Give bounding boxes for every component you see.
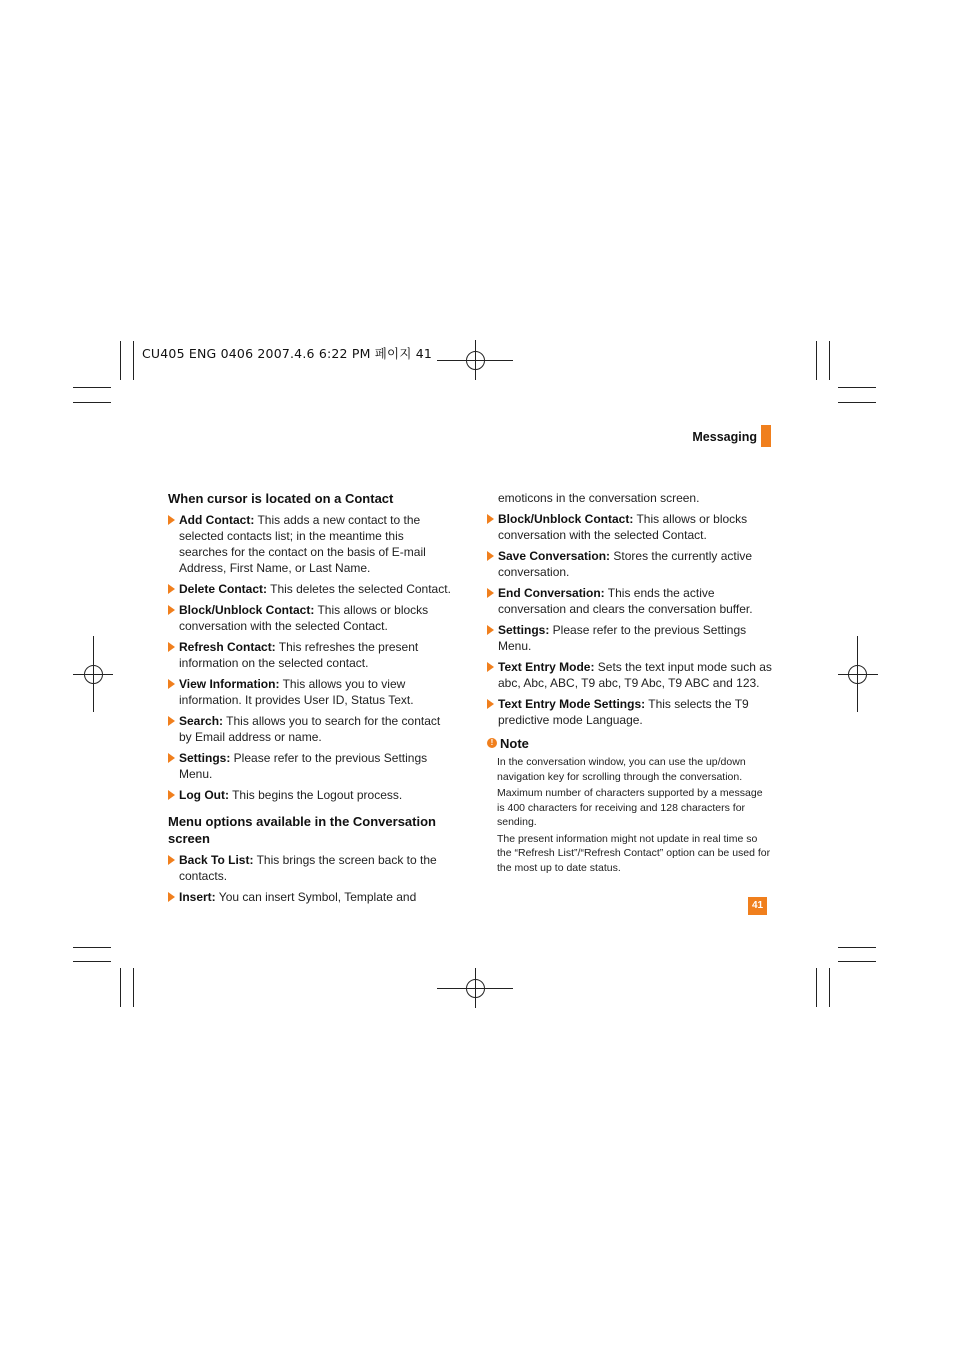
list-item bbox=[487, 659, 772, 691]
arrow-icon bbox=[168, 753, 175, 763]
arrow-icon bbox=[487, 551, 494, 561]
note-title: Note bbox=[500, 736, 529, 751]
item-term: Refresh Contact: bbox=[179, 640, 276, 654]
item-desc: Stores the currently active conversation. bbox=[498, 549, 753, 579]
arrow-icon bbox=[487, 588, 494, 598]
arrow-icon bbox=[487, 699, 494, 709]
section-tab-marker bbox=[761, 425, 771, 447]
item-desc: This ends the active conversation and clears the conversation buffer. bbox=[498, 586, 753, 616]
list-item bbox=[168, 787, 453, 803]
arrow-icon bbox=[168, 642, 175, 652]
item-term: Insert: bbox=[179, 890, 216, 904]
item-term: Log Out: bbox=[179, 788, 229, 802]
crop-mark bbox=[133, 968, 134, 1007]
item-desc: This refreshes the present information on the selected contact. bbox=[179, 640, 419, 670]
item-term: Save Conversation: bbox=[498, 549, 611, 563]
print-slug: CU405 ENG 0406 2007.4.6 6:22 PM 페이지 41 bbox=[142, 346, 433, 361]
list-item bbox=[168, 713, 453, 745]
arrow-icon bbox=[168, 584, 175, 594]
item-desc: This begins the Logout process. bbox=[228, 788, 403, 802]
item-term: Block/Unblock Contact: bbox=[498, 512, 634, 526]
list-item bbox=[487, 622, 772, 654]
item-desc: This allows or blocks conversation with the selected Contact. bbox=[498, 512, 748, 542]
list-item bbox=[168, 602, 453, 634]
arrow-icon bbox=[168, 679, 175, 689]
crosshair-circle bbox=[84, 665, 103, 684]
list-item bbox=[487, 511, 772, 543]
crop-mark bbox=[133, 341, 134, 380]
crop-mark bbox=[816, 968, 817, 1007]
right-column bbox=[487, 490, 772, 877]
crosshair-circle bbox=[466, 351, 485, 370]
crop-mark bbox=[73, 402, 111, 403]
item-desc: Please refer to the previous Settings Menu. bbox=[179, 751, 428, 781]
item-desc: You can insert Symbol, Template and bbox=[215, 890, 417, 904]
heading-conversation-menu: Menu options available in the Conversation screen bbox=[168, 814, 436, 846]
item-term: Settings: bbox=[498, 623, 550, 637]
note-paragraph: In the conversation window, you can use the up/down navigation key for scrolling through the conversation. bbox=[497, 756, 746, 783]
crop-mark bbox=[838, 947, 876, 948]
item-desc: This deletes the selected Contact. bbox=[267, 582, 451, 596]
item-term: Add Contact: bbox=[179, 513, 255, 527]
crop-mark bbox=[73, 961, 111, 962]
left-column bbox=[168, 490, 453, 910]
item-desc: Sets the text input mode such as abc, Abc, ABC, T9 abc, T9 Abc, T9 ABC and 123. bbox=[498, 660, 772, 690]
arrow-icon bbox=[168, 855, 175, 865]
crop-mark bbox=[838, 402, 876, 403]
item-term: Text Entry Mode Settings: bbox=[498, 697, 646, 711]
item-desc: This adds a new contact to the selected contacts list; in the meantime this searches for the contact on the basis of E-mail Address, First Name, or Last Name. bbox=[179, 513, 426, 575]
arrow-icon bbox=[487, 625, 494, 635]
crop-mark bbox=[120, 968, 121, 1007]
arrow-icon bbox=[168, 716, 175, 726]
arrow-icon bbox=[168, 790, 175, 800]
section-title: Messaging bbox=[692, 430, 757, 444]
item-desc: This brings the screen back to the contacts. bbox=[179, 853, 437, 883]
arrow-icon bbox=[168, 605, 175, 615]
item-term: Text Entry Mode: bbox=[498, 660, 595, 674]
item-term: View Information: bbox=[179, 677, 280, 691]
list-item bbox=[168, 889, 453, 905]
item-term: Block/Unblock Contact: bbox=[179, 603, 315, 617]
list-item bbox=[487, 548, 772, 580]
crop-mark bbox=[829, 341, 830, 380]
item-desc: This allows or blocks conversation with the selected Contact. bbox=[179, 603, 429, 633]
list-item bbox=[168, 676, 453, 708]
list-item bbox=[168, 639, 453, 671]
list-item bbox=[168, 581, 453, 597]
item-term: Settings: bbox=[179, 751, 231, 765]
crop-mark bbox=[73, 947, 111, 948]
crop-mark bbox=[120, 341, 121, 380]
item-desc: This selects the T9 predictive mode Language. bbox=[498, 697, 749, 727]
crop-mark bbox=[829, 968, 830, 1007]
note-paragraph: Maximum number of characters supported by a message is 400 characters for receiving and 128 characters for sending. bbox=[497, 787, 763, 828]
item-term: Back To List: bbox=[179, 853, 254, 867]
note-paragraph: The present information might not update in real time so the “Refresh List”/“Refresh Contact” option can be used for the most up to date status. bbox=[497, 832, 771, 874]
crop-mark bbox=[838, 387, 876, 388]
crop-mark bbox=[816, 341, 817, 380]
item-term: Delete Contact: bbox=[179, 582, 268, 596]
note-heading bbox=[487, 736, 772, 752]
exclamation-icon: ! bbox=[487, 738, 497, 748]
item-term: Search: bbox=[179, 714, 224, 728]
arrow-icon bbox=[168, 515, 175, 525]
item-term: End Conversation: bbox=[498, 586, 605, 600]
list-item bbox=[487, 696, 772, 728]
item-desc: This allows you to view information. It provides User ID, Status Text. bbox=[179, 677, 414, 707]
page-number: 41 bbox=[748, 897, 767, 915]
arrow-icon bbox=[168, 892, 175, 902]
item-desc: This allows you to search for the contact by Email address or name. bbox=[179, 714, 441, 744]
continued-text: emoticons in the conversation screen. bbox=[498, 491, 700, 505]
arrow-icon bbox=[487, 514, 494, 524]
list-item bbox=[168, 512, 453, 576]
crop-mark bbox=[838, 961, 876, 962]
list-item bbox=[168, 852, 453, 884]
item-desc: Please refer to the previous Settings Menu. bbox=[498, 623, 747, 653]
list-item bbox=[487, 585, 772, 617]
heading-contact-cursor: When cursor is located on a Contact bbox=[168, 491, 394, 506]
crop-mark bbox=[73, 387, 111, 388]
crosshair-circle bbox=[848, 665, 867, 684]
crosshair-circle bbox=[466, 979, 485, 998]
list-item bbox=[168, 750, 453, 782]
arrow-icon bbox=[487, 662, 494, 672]
